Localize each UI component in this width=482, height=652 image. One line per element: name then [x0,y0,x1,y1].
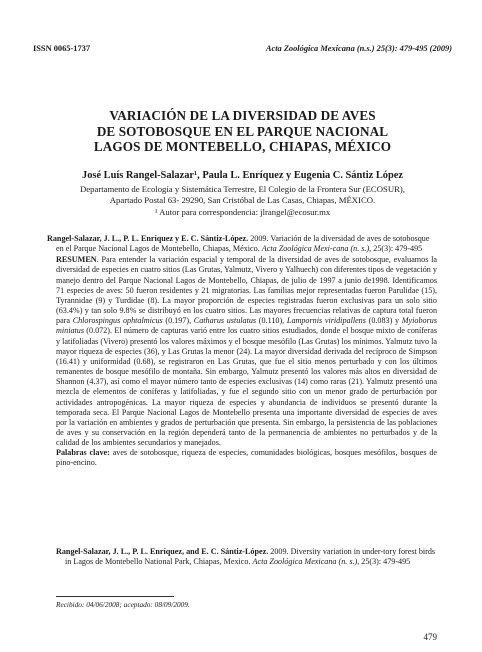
keywords-text: aves de sotobosque, riqueza de especies, comunidades biológicas, bosques mesófilos, bosques de pino-encino. [56,448,437,468]
journal-reference: Acta Zoológica Mexicana (n.s.) 25(3): 479-495 (2009) [265,44,452,53]
title-line: LAGOS DE MONTEBELLO, CHIAPAS, MÉXICO [93,139,392,154]
citation-english [56,547,437,567]
citation-spanish [47,234,437,254]
citation-pages: 25(3): 479-495 [359,557,411,567]
citation-journal: Acta Zoológica Mexicana (n. s.), [252,557,360,567]
footnote-divider [56,596,174,597]
resumen-text: (0.072). El número de capturas varió entre los cuatro sitios estudiados, donde el bosque mixto de coníferas y latifoliadas (Vivero) presentó los valores máximos y el bosque mesófilo (Las Grutas) los mínimos. Yalmutz tuvo la mayor riqueza de especies (36), y Las Grutas la menor (24). La mayor diversidad derivada del recíproco de Simpson (16.41) y uniformidad (0.68), se registraron en Las Grutas, que fue el sitio menos perturbado y con los últimos remanentes de bosque mesófilo de montaña. Sin embargo, Yalmutz presentó los valores más altos en diversidad de Shannon (4.37), así como el mayor número tanto de especies exclusivas (14) como raras (21). Yalmutz presentó una mezcla de elementos de coníferas y latifoliadas, y fue el segundo sitio con un menor grado de perturbación por actividades antropogénicas. La mayor riqueza de especies y abundancia de individuos se presentó durante la temporada seca. El Parque Nacional Lagos de Montebello presenta una importante diversidad de especies de aves por la variación en ambientes y grados de perturbación que presenta. Sin embargo, la persistencia de las poblaciones de aves y su conservación en la región dependerá tanto de la permanencia de ambientes no perturbados y de la calidad de los ambientes secundarios y manejados. [56,326,437,448]
citation-authors: Rangel-Salazar, J. L., P. L. Enríquez, and E. C. Sántiz-López. [56,547,269,556]
title-line: DE SOTOBOSQUE EN EL PARQUE NACIONAL [96,123,389,139]
running-header [33,44,452,56]
author-list: José Luís Rangel-Salazar¹, Paula L. Enríquez y Eugenia C. Sántiz López [82,170,403,181]
resumen-text: (0.197), [162,316,194,326]
affiliation-line: Apartado Postal 63- 29290, San Cristóbal de Las Casas, Chiapas, MÉXICO. [109,195,376,206]
citation-authors: Rangel-Salazar, J. L., P. L. Enríquez y E. C. Sántiz-López. [47,234,249,243]
affiliation-line: Departamento de Ecología y Sistemática Terrestre, El Colegio de la Frontera Sur (ECOSUR), [80,184,405,194]
resumen-text: (0.110), [256,316,287,326]
title-line: VARIACIÓN DE LA DIVERSIDAD DE AVES [109,108,376,123]
citation-pages: 25(3): 479-495 [371,244,423,254]
keywords-paragraph [56,448,437,468]
correspondence-email: ¹ Autor para correspondencia: jlrangel@ecosur.mx [154,206,331,217]
abstract-block [47,234,437,469]
citation-text: 2009. Variación de la diversidad de aves de sotobosque en el Parque Nacional Lagos de Montebello, Chiapas, México. [56,234,430,254]
resumen-label: RESUMEN [56,255,97,265]
resumen-paragraph [56,255,437,448]
citation-text: 2009. Diversity variation in under-tory forest birds in Lagos de Montebello National Park, Chiapas, Mexico. [65,547,436,567]
affiliation [33,184,452,218]
resumen-text: (0.083) y [365,316,402,326]
resumen-text: . Para entender la variación espacial y temporal de la diversidad de aves de sotobosque, evaluamos la diversidad de especies en cuatro sitios (Las Grutas, Yalmutz, Vivero y Yalhuech) con diferentes tipos de vegetación y manejo dentro del Parque Nacional Lagos de Montebello, Chiapas, de julio de 1997 a junio de1998. Identificamos 71 especies de aves: 50 fueron residentes y 21 migratorias. Las familias mejor representadas fueron Parulidae (15), Tyrannidae (9) y Turdidae (8). La mayor proporción de especies registradas fueron exclusivas para un solo sitio (63.4%) y tan solo 9.8% se distribuyó en los cuatro sitios. Las mayores frecuencias relativas de captura total fueron para [56,255,437,326]
species-name: Myioborus miniatus [56,316,437,336]
article-title [33,108,452,155]
species-name: Chlorospingus ophtalmicus [72,316,163,326]
page-number: 479 [423,632,437,642]
citation-journal: Acta Zoológica Mexi-cana (n. s.), [261,244,372,254]
keywords-label: Palabras clave: [56,448,110,458]
issn: ISSN 0065-1737 [33,44,91,53]
received-dates: Recibido: 04/06/2008; aceptado: 08/09/2009. [56,600,190,609]
species-name: Catharus ustulatus [193,316,257,326]
species-name: Lampornis viridipallens [286,316,366,326]
